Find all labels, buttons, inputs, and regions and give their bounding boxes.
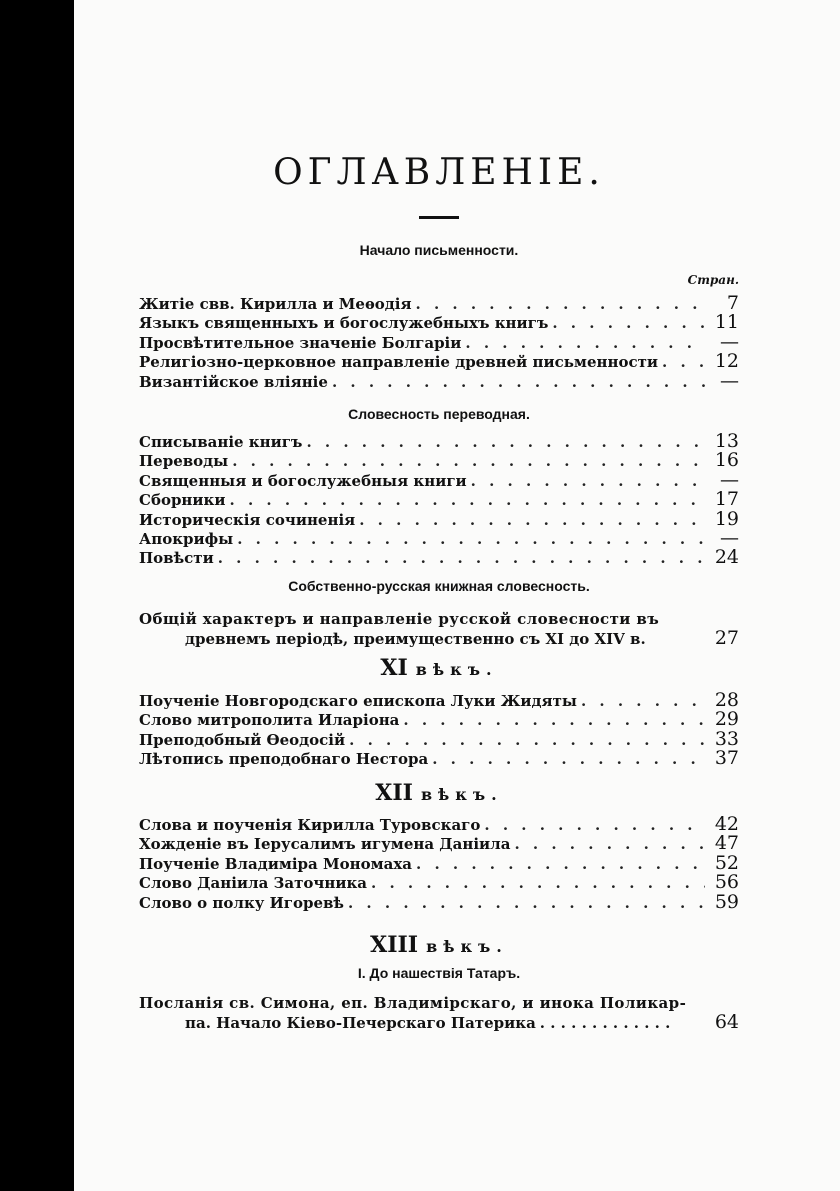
century-heading <box>139 780 739 806</box>
toc-entry[interactable] <box>139 490 739 509</box>
toc-entry[interactable] <box>139 369 739 392</box>
toc-entry[interactable] <box>139 313 739 332</box>
toc-entry[interactable] <box>139 294 739 313</box>
entry-title: Слово Даніила Заточника <box>139 874 368 893</box>
entry-title: Преподобный Ѳеодосій <box>139 730 346 749</box>
section-entries <box>139 691 739 769</box>
entry-line2 <box>139 629 739 649</box>
entry-title: Переводы <box>139 452 229 471</box>
section-entries <box>139 432 739 568</box>
century-heading <box>139 932 739 958</box>
entry-title: Просвѣтительное значеніе Болгаріи <box>139 333 462 352</box>
leader-dots <box>306 433 705 452</box>
entry-title: Языкъ священныхъ и богослужебныхъ книгъ <box>139 314 549 333</box>
toc-entry[interactable] <box>139 432 739 451</box>
century-roman: XI <box>380 655 408 681</box>
entry-title: Сборники <box>139 491 226 510</box>
leader-dots <box>465 334 705 353</box>
entry-title-line2: древнемъ періодѣ, преимущественно съ XI до XIV в. <box>185 630 646 649</box>
toc-entry[interactable] <box>139 815 739 834</box>
entry-page: 42 <box>714 813 739 835</box>
entry-page: — <box>720 330 739 353</box>
entry-title: Слово митрополита Иларіона <box>139 711 400 730</box>
toc-entry[interactable] <box>139 330 739 353</box>
toc-entry[interactable] <box>139 526 739 549</box>
entry-page: 29 <box>714 708 739 731</box>
leader-dots <box>581 692 705 711</box>
entry-title: Списываніе книгъ <box>139 433 303 451</box>
page-column-label: Стран. <box>687 273 739 287</box>
entry-title: Апокрифы <box>139 529 234 548</box>
leader-dots <box>552 314 705 333</box>
entry-page: 59 <box>714 890 739 913</box>
entry-title: Религіозно-церковное направленіе древней письменности <box>139 353 659 372</box>
leader-dots <box>371 874 705 893</box>
century-roman: XIII <box>370 932 419 958</box>
century-word: вѣкъ. <box>426 937 508 956</box>
entry-title: Слова и поученія Кирилла Туровскаго <box>139 816 481 834</box>
leader-dots <box>230 491 706 510</box>
leader-dots <box>471 472 705 491</box>
section-entries <box>139 294 739 391</box>
toc-entry[interactable] <box>139 548 739 567</box>
entry-title: Лѣтопись преподобнаго Нестора <box>139 750 429 769</box>
toc-entry[interactable] <box>139 610 739 650</box>
section-heading: Словесность переводная. <box>348 406 530 422</box>
toc-entry[interactable] <box>139 451 739 470</box>
entry-page: — <box>720 468 739 491</box>
leader-dots <box>484 816 705 835</box>
entry-title: Повѣсти <box>139 549 214 568</box>
entry-title: Поученіе Новгородскаго епископа Луки Жидяты <box>139 692 577 710</box>
toc-entry[interactable] <box>139 851 739 874</box>
century-word: вѣкъ. <box>420 785 503 804</box>
toc-entry[interactable] <box>139 749 739 768</box>
leader-dots <box>237 530 705 549</box>
leader-dots <box>403 711 705 730</box>
entry-page: 47 <box>714 832 739 855</box>
entry-page: 52 <box>714 851 739 874</box>
leader-dots <box>662 353 705 372</box>
entry-title-line1: Посланія св. Симона, еп. Владимірскаго, и инока Поликар- <box>139 994 687 1012</box>
entry-page: 7 <box>726 292 739 314</box>
leader-dots <box>416 855 705 874</box>
entry-page: 12 <box>714 350 739 373</box>
leader-dots <box>432 750 705 769</box>
entry-title-line2: па. Начало Кіево-Печерскаго Патерика <box>185 1014 536 1033</box>
leader-dots <box>332 373 705 392</box>
leader-dots <box>348 894 705 913</box>
entry-page: — <box>720 526 739 549</box>
entry-title: Историческія сочиненія <box>139 510 356 529</box>
entry-page: 33 <box>714 727 739 750</box>
leader-dots <box>514 835 705 854</box>
toc-entry[interactable] <box>139 691 739 710</box>
entry-page: 24 <box>714 546 739 569</box>
toc-entry[interactable] <box>139 468 739 491</box>
leader-dots <box>232 452 705 471</box>
toc-entry[interactable] <box>139 710 739 729</box>
book-page <box>74 0 840 1191</box>
toc-entry[interactable] <box>139 507 739 530</box>
toc-entry[interactable] <box>139 873 739 892</box>
toc-entry[interactable] <box>139 727 739 750</box>
entry-page: 19 <box>714 507 739 530</box>
entry-title: Поученіе Владиміра Мономаха <box>139 854 412 873</box>
entry-page: 17 <box>714 488 739 511</box>
entry-page: 28 <box>714 689 739 711</box>
section-subheading: I. До нашествія Татаръ. <box>357 965 521 981</box>
entry-line2 <box>139 1013 739 1033</box>
entry-page: 13 <box>714 430 739 452</box>
page-title: ОГЛАВЛЕНІЕ. <box>273 152 605 193</box>
leader-dots <box>416 295 705 314</box>
section-heading: Начало письменности. <box>359 242 519 258</box>
century-roman: XII <box>375 780 413 806</box>
section-entries <box>139 815 739 912</box>
entry-page: 64 <box>714 1011 739 1034</box>
century-heading <box>139 655 739 681</box>
toc-entry[interactable] <box>139 890 739 913</box>
entry-page: 11 <box>714 311 739 334</box>
entry-title: Житіе свв. Кирилла и Меѳодія <box>139 295 412 313</box>
entry-page: 37 <box>714 747 739 770</box>
entry-title: Византійское вліяніе <box>139 372 328 391</box>
title-rule <box>419 216 459 219</box>
entry-page: 56 <box>714 871 739 894</box>
century-word: вѣкъ. <box>415 660 498 679</box>
entry-title: Священныя и богослужебныя книги <box>139 471 467 490</box>
entry-title: Хожденіе въ Іерусалимъ игумена Даніила <box>139 835 511 854</box>
leader-dots <box>349 731 705 750</box>
leader-dots: . . . . . . . . . . . . . <box>539 1014 671 1033</box>
entry-page: 16 <box>714 449 739 472</box>
toc-entry[interactable] <box>139 352 739 371</box>
entry-page: — <box>720 369 739 392</box>
entry-page: 27 <box>714 627 739 650</box>
leader-dots <box>359 511 705 530</box>
entry-title-line1: Общій характеръ и направленіе русской словесности въ <box>139 610 660 628</box>
section-heading: Собственно-русская книжная словесность. <box>288 578 590 594</box>
toc-entry[interactable] <box>139 994 739 1034</box>
leader-dots <box>218 549 705 568</box>
entry-title: Слово о полку Игоревѣ <box>139 893 344 912</box>
toc-entry[interactable] <box>139 834 739 853</box>
